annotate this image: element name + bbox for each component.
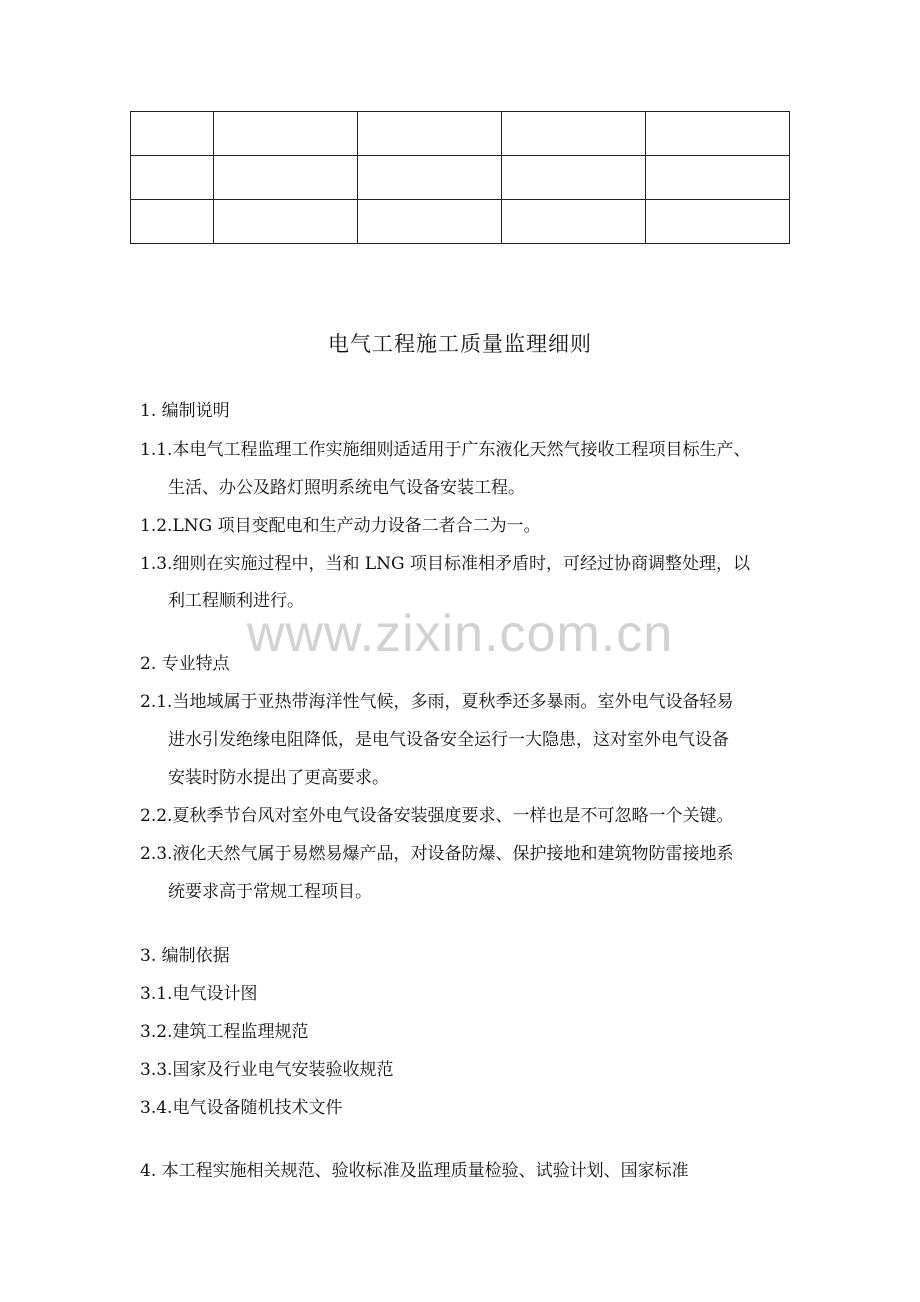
paragraph-line: 3.3.国家及行业电气安装验收规范 [140, 1060, 394, 1080]
table-cell [502, 112, 646, 156]
paragraph-line: 生活、办公及路灯照明系统电气设备安装工程。 [168, 478, 525, 498]
paragraph-line: 3.4.电气设备随机技术文件 [140, 1098, 343, 1118]
section-heading: 2. 专业特点 [140, 654, 230, 674]
section-heading: 4. 本工程实施相关规范、验收标准及监理质量检验、试验计划、国家标准 [140, 1161, 689, 1181]
paragraph-line: 利工程顺利进行。 [168, 591, 304, 611]
table-cell [646, 200, 790, 244]
paragraph-line: 3.2.建筑工程监理规范 [140, 1022, 309, 1042]
table-cell [646, 112, 790, 156]
table-row [131, 156, 790, 200]
table-row [131, 200, 790, 244]
paragraph-line: 进水引发绝缘电阻降低，是电气设备安全运行一大隐患，这对室外电气设备 [168, 730, 729, 750]
table-cell [214, 112, 358, 156]
document-title: 电气工程施工质量监理细则 [328, 332, 592, 356]
paragraph-line: 1.1.本电气工程监理工作实施细则适适用于广东液化天然气接收工程项目标生产、 [140, 440, 751, 460]
table-cell [214, 156, 358, 200]
table-cell [358, 156, 502, 200]
section-heading: 3. 编制依据 [140, 946, 230, 966]
table-cell [646, 156, 790, 200]
paragraph-line: 3.1.电气设计图 [140, 984, 258, 1004]
paragraph-line: 1.2.LNG 项目变配电和生产动力设备二者合二为一。 [140, 516, 541, 536]
table-cell [131, 112, 214, 156]
watermark-text: www.zixin.com.cn [246, 605, 674, 663]
paragraph-line: 2.1.当地域属于亚热带海洋性气候，多雨，夏秋季还多暴雨。室外电气设备轻易 [140, 692, 734, 712]
table-row [131, 112, 790, 156]
header-table [130, 111, 790, 244]
table-cell [131, 156, 214, 200]
paragraph-line: 安装时防水提出了更高要求。 [168, 768, 389, 788]
table-cell [358, 112, 502, 156]
table-cell [358, 200, 502, 244]
paragraph-line: 2.2.夏秋季节台风对室外电气设备安装强度要求、一样也是不可忽略一个关键。 [140, 806, 734, 826]
section-heading: 1. 编制说明 [140, 401, 230, 421]
paragraph-line: 1.3.细则在实施过程中，当和 LNG 项目标准相矛盾时，可经过协商调整处理，以 [140, 554, 750, 574]
paragraph-line: 2.3.液化天然气属于易燃易爆产品，对设备防爆、保护接地和建筑物防雷接地系 [140, 844, 734, 864]
table-cell [502, 200, 646, 244]
table-cell [214, 200, 358, 244]
table-cell [131, 200, 214, 244]
paragraph-line: 统要求高于常规工程项目。 [168, 882, 372, 902]
table-cell [502, 156, 646, 200]
